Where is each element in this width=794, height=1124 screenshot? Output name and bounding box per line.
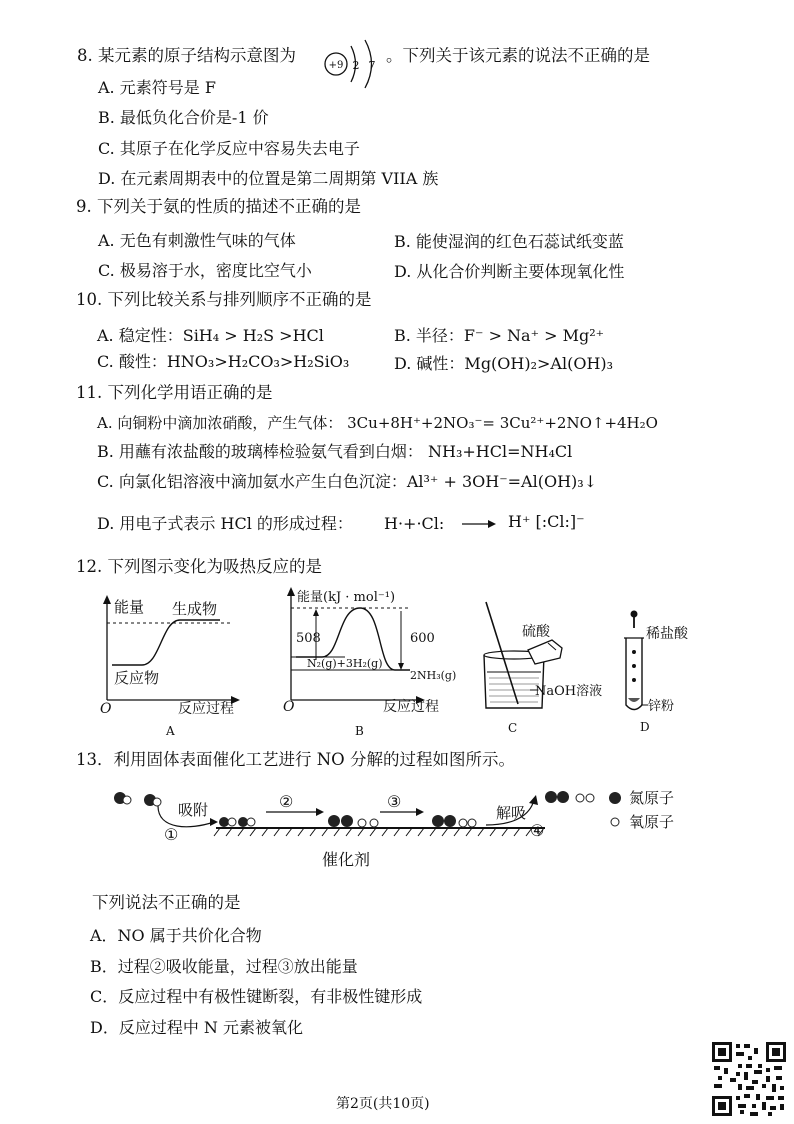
q10-stem: 10. 下列比较关系与排列顺序不正确的是: [76, 290, 372, 309]
q12a-ylabel: 能量: [114, 598, 145, 616]
q13-adsorb: 吸附: [178, 801, 209, 819]
q12c-base: NaOH溶液: [535, 684, 603, 699]
q8-stem-b: 。下列关于该元素的说法不正确的是: [386, 46, 650, 65]
q10-option-a: A. 稳定性：SiH₄ > H₂S >HCl: [97, 326, 324, 345]
q13-legend-n: 氮原子: [629, 789, 675, 807]
q11-option-c: C. 向氯化铝溶液中滴加氨水产生白色沉淀：Al³⁺ + 3OH⁻=Al(OH)₃↓: [97, 472, 598, 491]
q12b-reactant: N₂(g)+3H₂(g): [307, 657, 383, 670]
q10-option-b: B. 半径：F⁻ > Na⁺ > Mg²⁺: [394, 326, 605, 345]
q8-option-d: D. 在元素周期表中的位置是第二周期第 VIIA 族: [98, 169, 439, 188]
q11-option-b: B. 用蘸有浓盐酸的玻璃棒检验氨气看到白烟： NH₃+HCl=NH₄Cl: [97, 442, 573, 461]
q12a-product: 生成物: [172, 600, 218, 618]
q11-option-d: D. 用电子式表示 HCl 的形成过程：: [97, 514, 353, 533]
q9-option-d: D. 从化合价判断主要体现氧化性: [394, 262, 625, 281]
q8-shell1: 2: [352, 59, 360, 72]
q11-stem: 11. 下列化学用语正确的是: [76, 383, 273, 402]
q8-option-a: A. 元素符号是 F: [98, 78, 216, 97]
q12-stem: 12. 下列图示变化为吸热反应的是: [76, 557, 322, 576]
q11-d-formula-left: H·+·Cl:: [384, 514, 445, 533]
q13-catalyst: 催化剂: [322, 850, 371, 869]
q12d-tag: D: [640, 720, 650, 734]
q9-option-a: A. 无色有刺激性气味的气体: [98, 231, 296, 250]
q13-step1: ①: [164, 825, 179, 844]
q8-option-b: B. 最低负化合价是-1 价: [98, 108, 269, 127]
q12a-tag: A: [166, 724, 175, 738]
q13-option-d: D．反应过程中 N 元素被氧化: [90, 1018, 304, 1037]
q8-stem: 8. 某元素的原子结构示意图为: [77, 46, 296, 65]
q10-option-d: D. 碱性：Mg(OH)₂>Al(OH)₃: [394, 354, 614, 373]
q12d-acid: 稀盐酸: [646, 626, 688, 642]
q8-nucleus: +9: [328, 60, 344, 71]
q12b-product: 2NH₃(g): [410, 669, 457, 682]
q12a-reactant: 反应物: [114, 669, 160, 687]
q12b-tag: B: [355, 724, 364, 738]
q13-desorb: 解吸: [496, 804, 527, 822]
q12a-origin: O: [100, 701, 112, 717]
q8-option-c: C. 其原子在化学反应中容易失去电子: [98, 139, 360, 158]
q13-legend-o: 氧原子: [629, 813, 675, 831]
q12b-v2: 600: [410, 631, 435, 646]
q12a-xlabel: 反应过程: [178, 701, 234, 717]
q12b-xlabel: 反应过程: [383, 699, 439, 715]
q9-option-c: C. 极易溶于水，密度比空气小: [98, 261, 312, 280]
q13-option-b: B．过程②吸收能量，过程③放出能量: [90, 957, 358, 976]
q9-stem: 9. 下列关于氨的性质的描述不正确的是: [76, 197, 361, 216]
q12b-ylabel: 能量(kJ · mol⁻¹): [297, 590, 396, 605]
q11-option-a: A. 向铜粉中滴加浓硝酸，产生气体： 3Cu+8H⁺+2NO₃⁻= 3Cu²⁺+2NO↑+4H₂O: [97, 414, 658, 432]
q13-question: 下列说法不正确的是: [92, 893, 241, 912]
footer-page-number: 第2页(共10页): [336, 1096, 430, 1112]
q13-option-a: A．NO 属于共价化合物: [90, 926, 262, 945]
q10-option-c: C. 酸性：HNO₃>H₂CO₃>H₂SiO₃: [97, 352, 350, 371]
q11-d-formula-right: H⁺ [:Cl:]⁻: [508, 512, 585, 531]
q13-option-c: C．反应过程中有极性键断裂，有非极性键形成: [90, 987, 423, 1006]
q12c-tag: C: [508, 721, 518, 735]
q12b-v1: 508: [296, 631, 321, 646]
q13-step2: ②: [279, 792, 294, 811]
q12c-acid: 硫酸: [522, 624, 550, 640]
q9-option-b: B. 能使湿润的红色石蕊试纸变蓝: [394, 232, 624, 251]
q13-step4: ④: [530, 821, 545, 840]
q12b-origin: O: [283, 699, 295, 715]
q13-step3: ③: [387, 792, 402, 811]
q8-shell2: 7: [368, 59, 376, 72]
q12d-metal: 锌粉: [648, 699, 675, 714]
q13-stem: 13．利用固体表面催化工艺进行 NO 分解的过程如图所示。: [76, 750, 515, 769]
